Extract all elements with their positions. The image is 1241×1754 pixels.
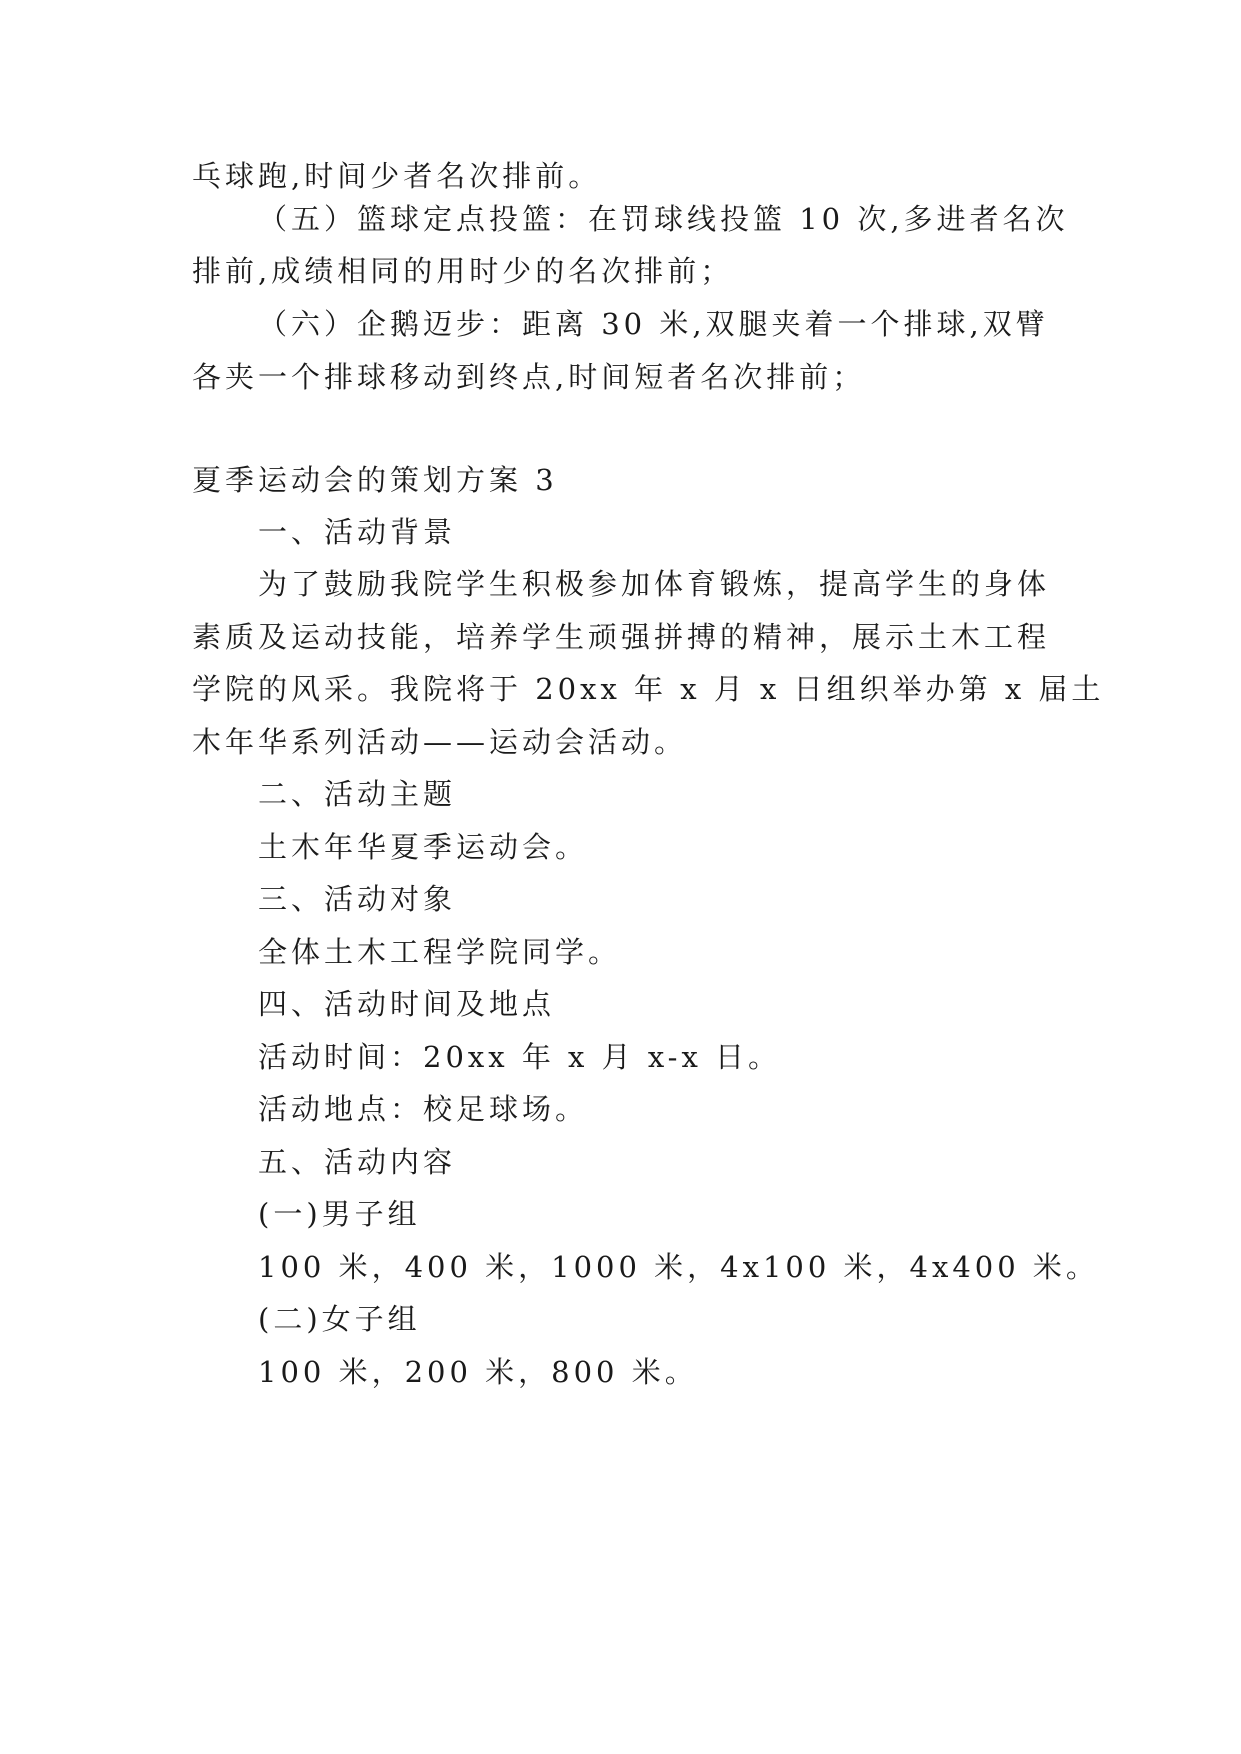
text-line: 排前,成绩相同的用时少的名次排前； <box>192 254 734 288</box>
section-title: 夏季运动会的策划方案 3 <box>192 463 558 497</box>
section-heading: 二、活动主题 <box>258 777 457 811</box>
section-heading: 五、活动内容 <box>258 1145 457 1179</box>
text-line: 各夹一个排球移动到终点,时间短者名次排前； <box>192 360 866 394</box>
text-line: 100 米，200 米，800 米。 <box>258 1355 698 1389</box>
text-line: 活动地点：校足球场。 <box>258 1092 589 1126</box>
section-heading: 四、活动时间及地点 <box>258 987 556 1021</box>
text-line: （六）企鹅迈步：距离 30 米,双腿夹着一个排球,双臂 <box>258 307 1049 341</box>
text-line: 素质及运动技能，培养学生顽强拼搏的精神，展示土木工程 <box>192 620 1051 654</box>
text-line: 活动时间：20xx 年 x 月 x-x 日。 <box>258 1040 782 1074</box>
text-line: 全体土木工程学院同学。 <box>258 935 622 969</box>
section-heading: 一、活动背景 <box>258 515 457 549</box>
text-line: 为了鼓励我院学生积极参加体育锻炼，提高学生的身体 <box>258 567 1051 601</box>
subsection-heading: (二)女子组 <box>258 1302 421 1336</box>
text-line: 木年华系列活动——运动会活动。 <box>192 725 688 759</box>
section-heading: 三、活动对象 <box>258 882 457 916</box>
text-line: 乓球跑,时间少者名次排前。 <box>192 159 602 193</box>
text-line: 土木年华夏季运动会。 <box>258 830 589 864</box>
text-line: 学院的风采。我院将于 20xx 年 x 月 x 日组织举办第 x 届土 <box>192 672 1105 706</box>
text-line: 100 米，400 米，1000 米，4x100 米，4x400 米。 <box>258 1250 1099 1284</box>
subsection-heading: (一)男子组 <box>258 1197 421 1231</box>
text-line: （五）篮球定点投篮：在罚球线投篮 10 次,多进者名次 <box>258 202 1069 236</box>
